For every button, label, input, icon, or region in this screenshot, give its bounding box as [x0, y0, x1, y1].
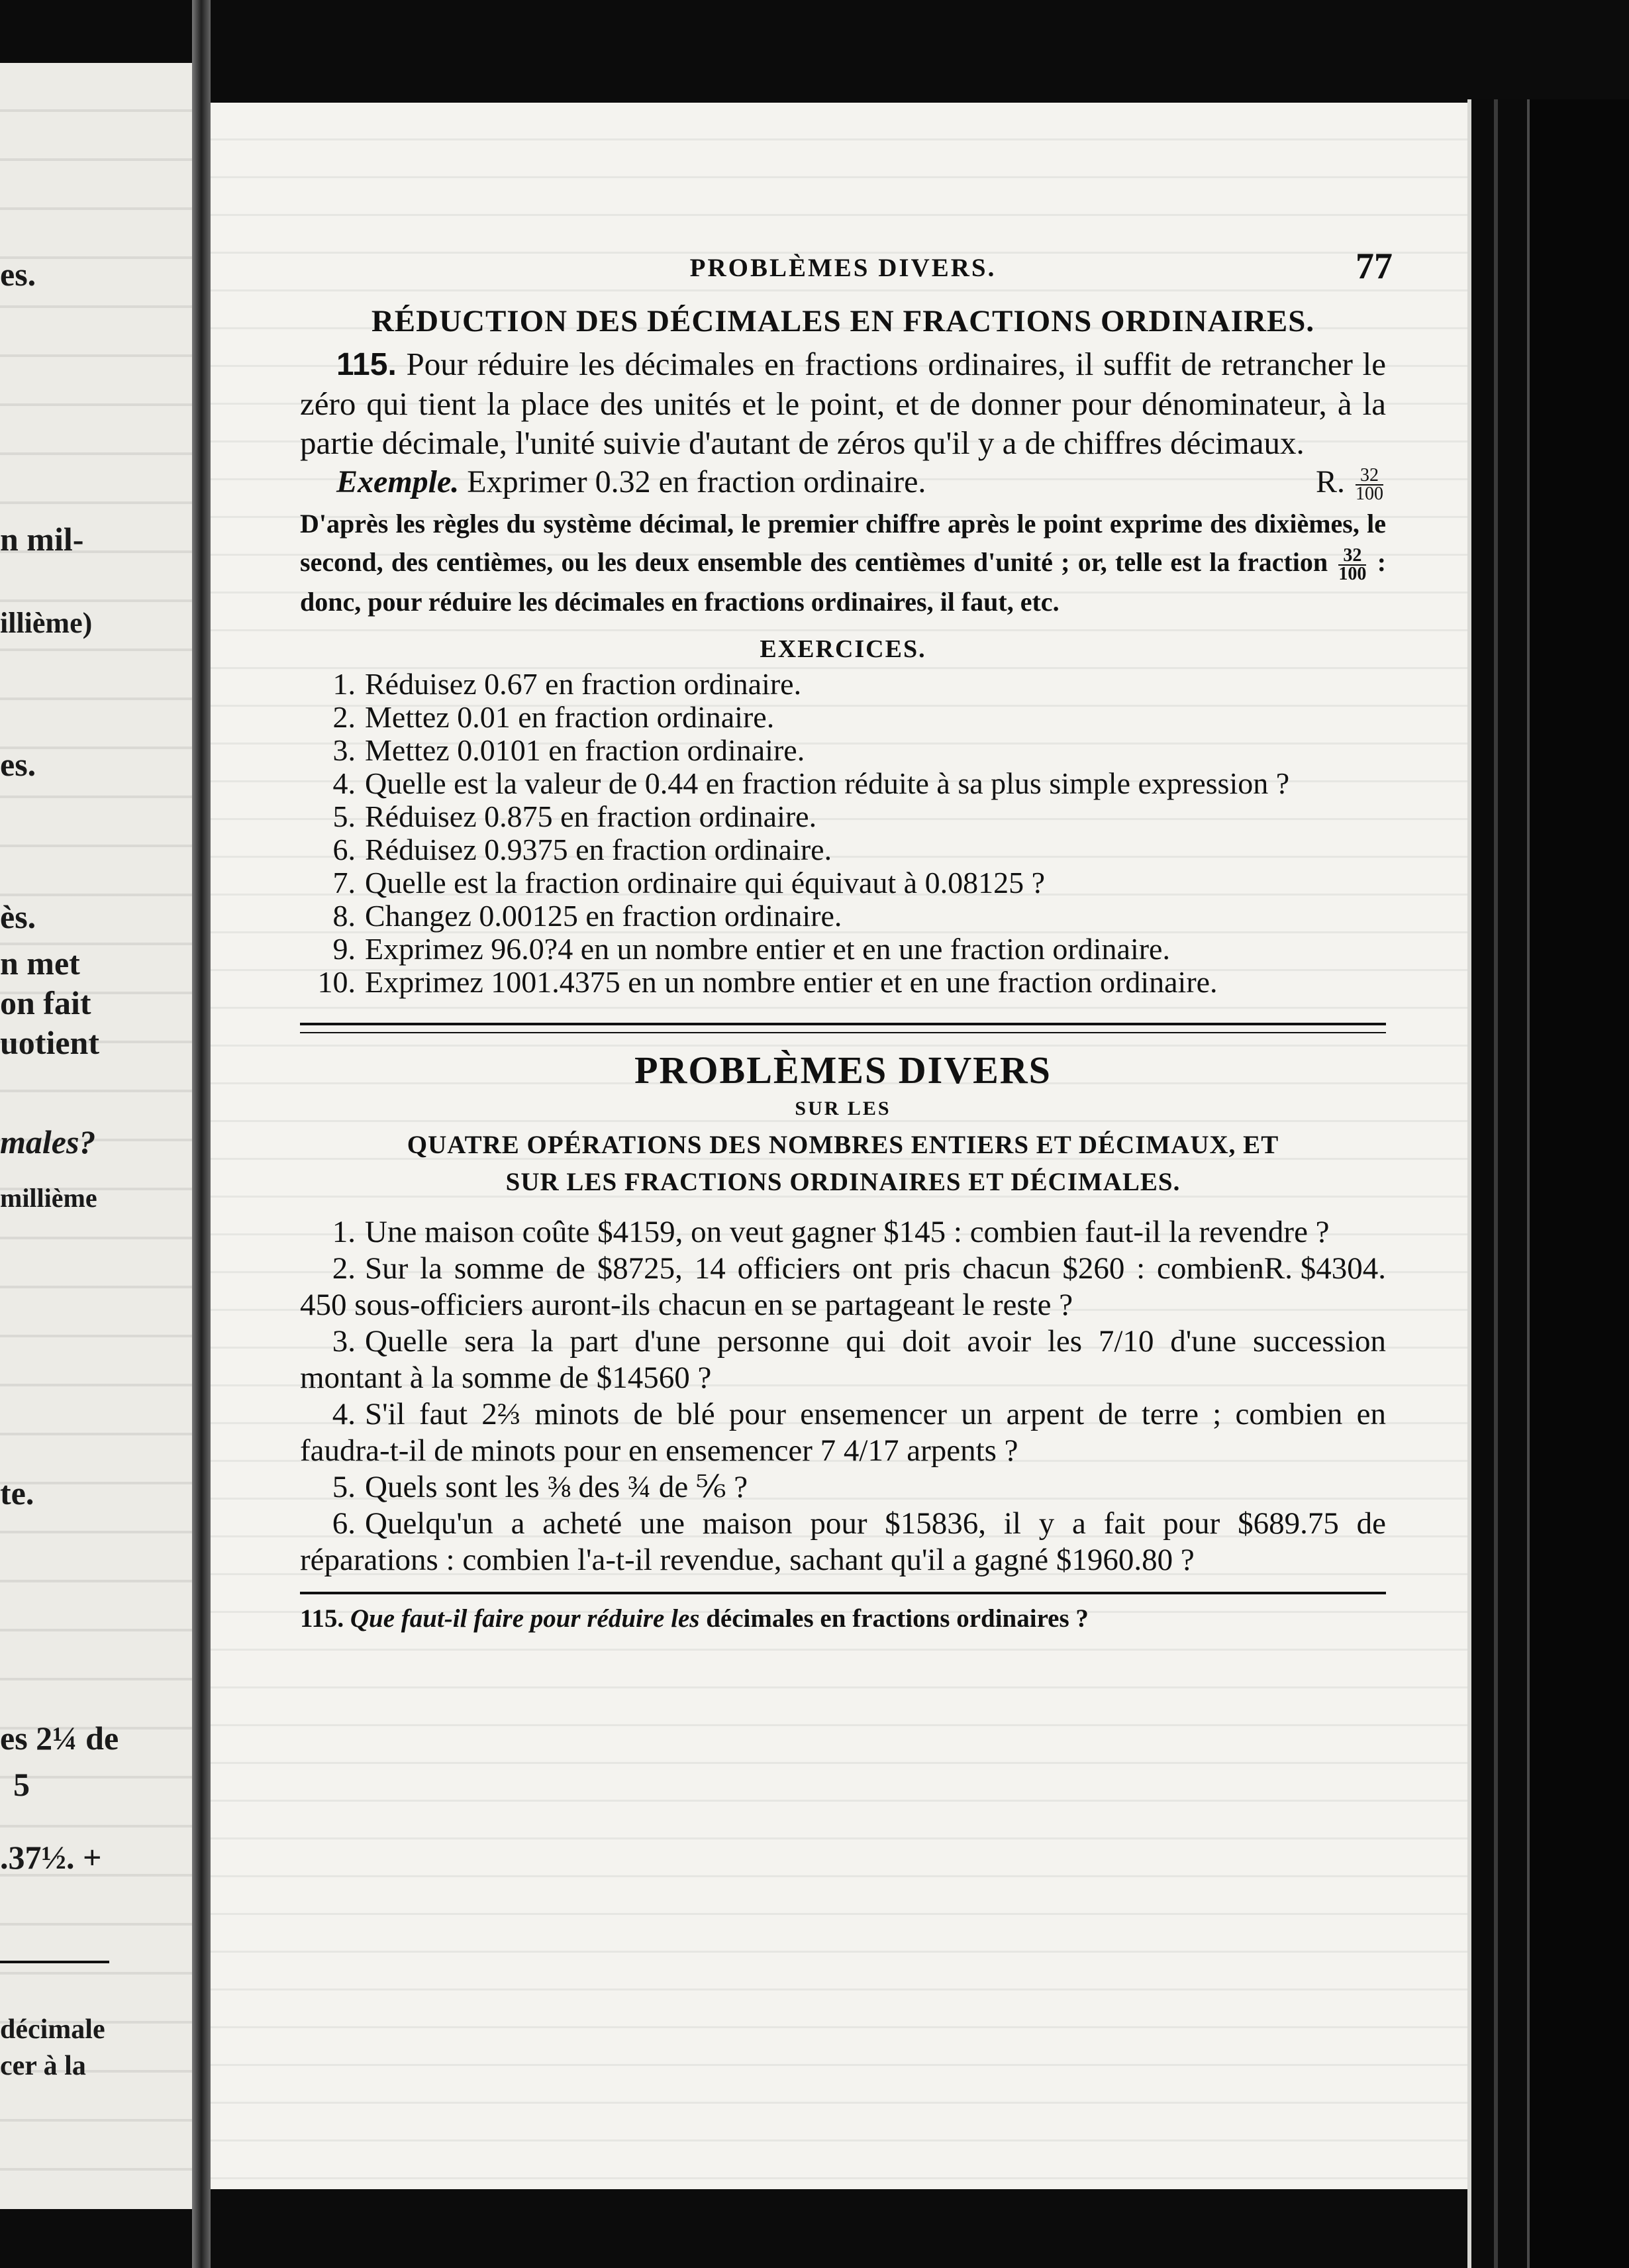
left-fragment: 5 [13, 1766, 30, 1803]
exercise-list [300, 668, 1386, 999]
left-rule [0, 1961, 109, 1963]
left-fragment: cer à la [0, 2051, 86, 2081]
footnote-question: Que faut-il faire pour réduire les [350, 1604, 700, 1633]
item-text: Quelqu'un a acheté une maison pour $15836, il y a fait pour $689.75 de réparations : combien l'a-t-il revendue, sachant qu'il a gagné $1960.80 ? [300, 1506, 1386, 1577]
item-number: 4. [332, 766, 356, 800]
item-text: Quelle est la fraction ordinaire qui équivaut à 0.08125 ? [365, 865, 1045, 900]
fraction-numerator: 32 [1338, 547, 1366, 566]
item-number: 4. [332, 1396, 356, 1431]
problem-item [300, 1396, 1386, 1469]
item-text: Réduisez 0.875 en fraction ordinaire. [365, 799, 817, 833]
problem-item [300, 1469, 1386, 1506]
item-number: 7. [332, 865, 356, 900]
left-fragment: n met [0, 945, 80, 982]
explanatory-note [300, 505, 1386, 621]
exercise-item [300, 734, 1386, 767]
note-fraction [1338, 544, 1367, 584]
footnote-divider [300, 1592, 1386, 1594]
exercise-item [300, 833, 1386, 866]
footnote [300, 1604, 1386, 1633]
item-text: Quelle sera la part d'une personne qui doit avoir les 7/10 d'une succession montant à la somme de $14560 ? [300, 1323, 1386, 1395]
item-text: Exprimez 1001.4375 en un nombre entier et en une fraction ordinaire. [365, 964, 1218, 999]
rule-text: Pour réduire les décimales en fractions ordinaires, il suffit de retrancher le zéro qui tient la place des unités et le point, et de donner pour dénominateur, à la partie décimale, l'unité suivie d'autant de zéros qu'il y a de chiffres décimaux. [300, 346, 1386, 461]
footnote-rest: décimales en fractions ordinaires ? [706, 1604, 1089, 1633]
left-fragment: es. [0, 256, 36, 293]
item-text: Quelle est la valeur de 0.44 en fraction réduite à sa plus simple expression ? [365, 766, 1290, 800]
problem-item [300, 1323, 1386, 1396]
problem-item [300, 1214, 1386, 1286]
problems-sur-les: SUR LES [795, 1097, 891, 1119]
fraction-denominator: 100 [1338, 563, 1367, 584]
rule-number: 115. [336, 347, 397, 382]
problem-item [300, 1506, 1386, 1578]
item-text: Réduisez 0.67 en fraction ordinaire. [365, 666, 802, 701]
running-title: PROBLÈMES DIVERS. [689, 254, 997, 282]
left-fragment: n mil- [0, 521, 84, 558]
note-text: D'après les règles du système décimal, le premier chiffre après le point exprime des dixièmes, le second, des centièmes, ou les deux ensemble des centièmes d'unité ; or, telle est la fraction [300, 509, 1386, 577]
answer-fraction [1356, 464, 1383, 504]
problem-item [300, 1251, 1386, 1323]
left-fragment: es 2¼ de [0, 1720, 119, 1757]
item-number: 5. [332, 1469, 356, 1504]
item-text: S'il faut 2⅔ minots de blé pour ensemencer un arpent de terre ; combien en faudra-t-il de minots pour en ensemencer 7 4/17 arpents ? [300, 1396, 1386, 1468]
left-fragment: décimale [0, 2014, 105, 2045]
item-text: Sur la somme de $8725, 14 officiers ont pris chacun $260 : combien 450 sous-officiers auront-ils chacun en se partageant le reste ? [300, 1251, 1264, 1322]
item-number: 3. [332, 1323, 356, 1359]
item-text: Réduisez 0.9375 en fraction ordinaire. [365, 832, 832, 866]
item-number: 1. [332, 666, 356, 701]
book-gutter [192, 0, 211, 2268]
left-fragment: uotient [0, 1024, 99, 1061]
left-fragment: on fait [0, 984, 91, 1021]
left-page-fragment [0, 63, 192, 2209]
exercise-item [300, 767, 1386, 800]
section-title: RÉDUCTION DES DÉCIMALES EN FRACTIONS ORDINAIRES. [371, 304, 1315, 338]
page-content [300, 245, 1393, 1633]
example-answer [1316, 462, 1386, 503]
exercise-item [300, 866, 1386, 900]
item-text: Changez 0.00125 en fraction ordinaire. [365, 898, 842, 933]
fraction-denominator: 100 [1356, 483, 1383, 504]
rule-paragraph [300, 344, 1386, 462]
exercise-item [300, 800, 1386, 833]
item-number: 5. [332, 799, 356, 833]
exercise-item [300, 933, 1386, 966]
running-head [300, 245, 1393, 291]
item-number: 1. [332, 1214, 356, 1249]
left-fragment: te. [0, 1474, 34, 1512]
problems-subtitle-2: SUR LES FRACTIONS ORDINAIRES ET DÉCIMALES. [505, 1167, 1181, 1196]
item-number: 2. [332, 1251, 356, 1286]
item-text: Quels sont les ⅜ des ¾ de ⅚ ? [365, 1469, 748, 1504]
item-text: Exprimez 96.0?4 en un nombre entier et en une fraction ordinaire. [365, 931, 1170, 966]
item-number: 6. [332, 1506, 356, 1541]
item-number: 6. [332, 832, 356, 866]
item-number: 9. [332, 931, 356, 966]
item-number: 10. [317, 964, 356, 999]
left-fragment: males? [0, 1123, 96, 1160]
note-text-end: : donc, pour réduire les décimales en fractions ordinaires, il faut, etc. [300, 547, 1387, 617]
item-text: Mettez 0.0101 en fraction ordinaire. [365, 733, 805, 767]
item-number: 8. [332, 898, 356, 933]
book-page [211, 103, 1467, 2189]
item-answer: R. $4304. [1263, 1251, 1386, 1286]
left-fragment: .37½. + [0, 1839, 102, 1876]
exercise-item [300, 668, 1386, 701]
left-fragment: illième) [0, 607, 93, 639]
item-text: Une maison coûte $4159, on veut gagner $145 : combien faut-il la revendre ? [365, 1214, 1330, 1249]
example-text: Exprimer 0.32 en fraction ordinaire. [467, 464, 926, 499]
problems-title: PROBLÈMES DIVERS [634, 1048, 1052, 1092]
exercise-item [300, 966, 1386, 999]
problems-subtitle-1: QUATRE OPÉRATIONS DES NOMBRES ENTIERS ET DÉCIMAUX, ET [407, 1130, 1279, 1159]
problem-list [300, 1214, 1386, 1578]
exercise-item [300, 701, 1386, 734]
page-number: 77 [1356, 246, 1393, 287]
item-number: 2. [332, 699, 356, 734]
book-right-edge [1467, 99, 1629, 2268]
item-number: 3. [332, 733, 356, 767]
left-fragment: ès. [0, 898, 36, 935]
left-fragment: es. [0, 746, 36, 783]
item-text: Mettez 0.01 en fraction ordinaire. [365, 699, 775, 734]
left-fragment: millième [0, 1183, 97, 1213]
example-label: Exemple. [336, 464, 460, 499]
section-divider [300, 1023, 1386, 1033]
exercise-item [300, 900, 1386, 933]
exercises-heading: EXERCICES. [760, 635, 926, 663]
footnote-number: 115. [300, 1604, 344, 1633]
answer-prefix: R. [1315, 464, 1345, 499]
fraction-numerator: 32 [1356, 467, 1383, 486]
example-line [336, 462, 1386, 502]
